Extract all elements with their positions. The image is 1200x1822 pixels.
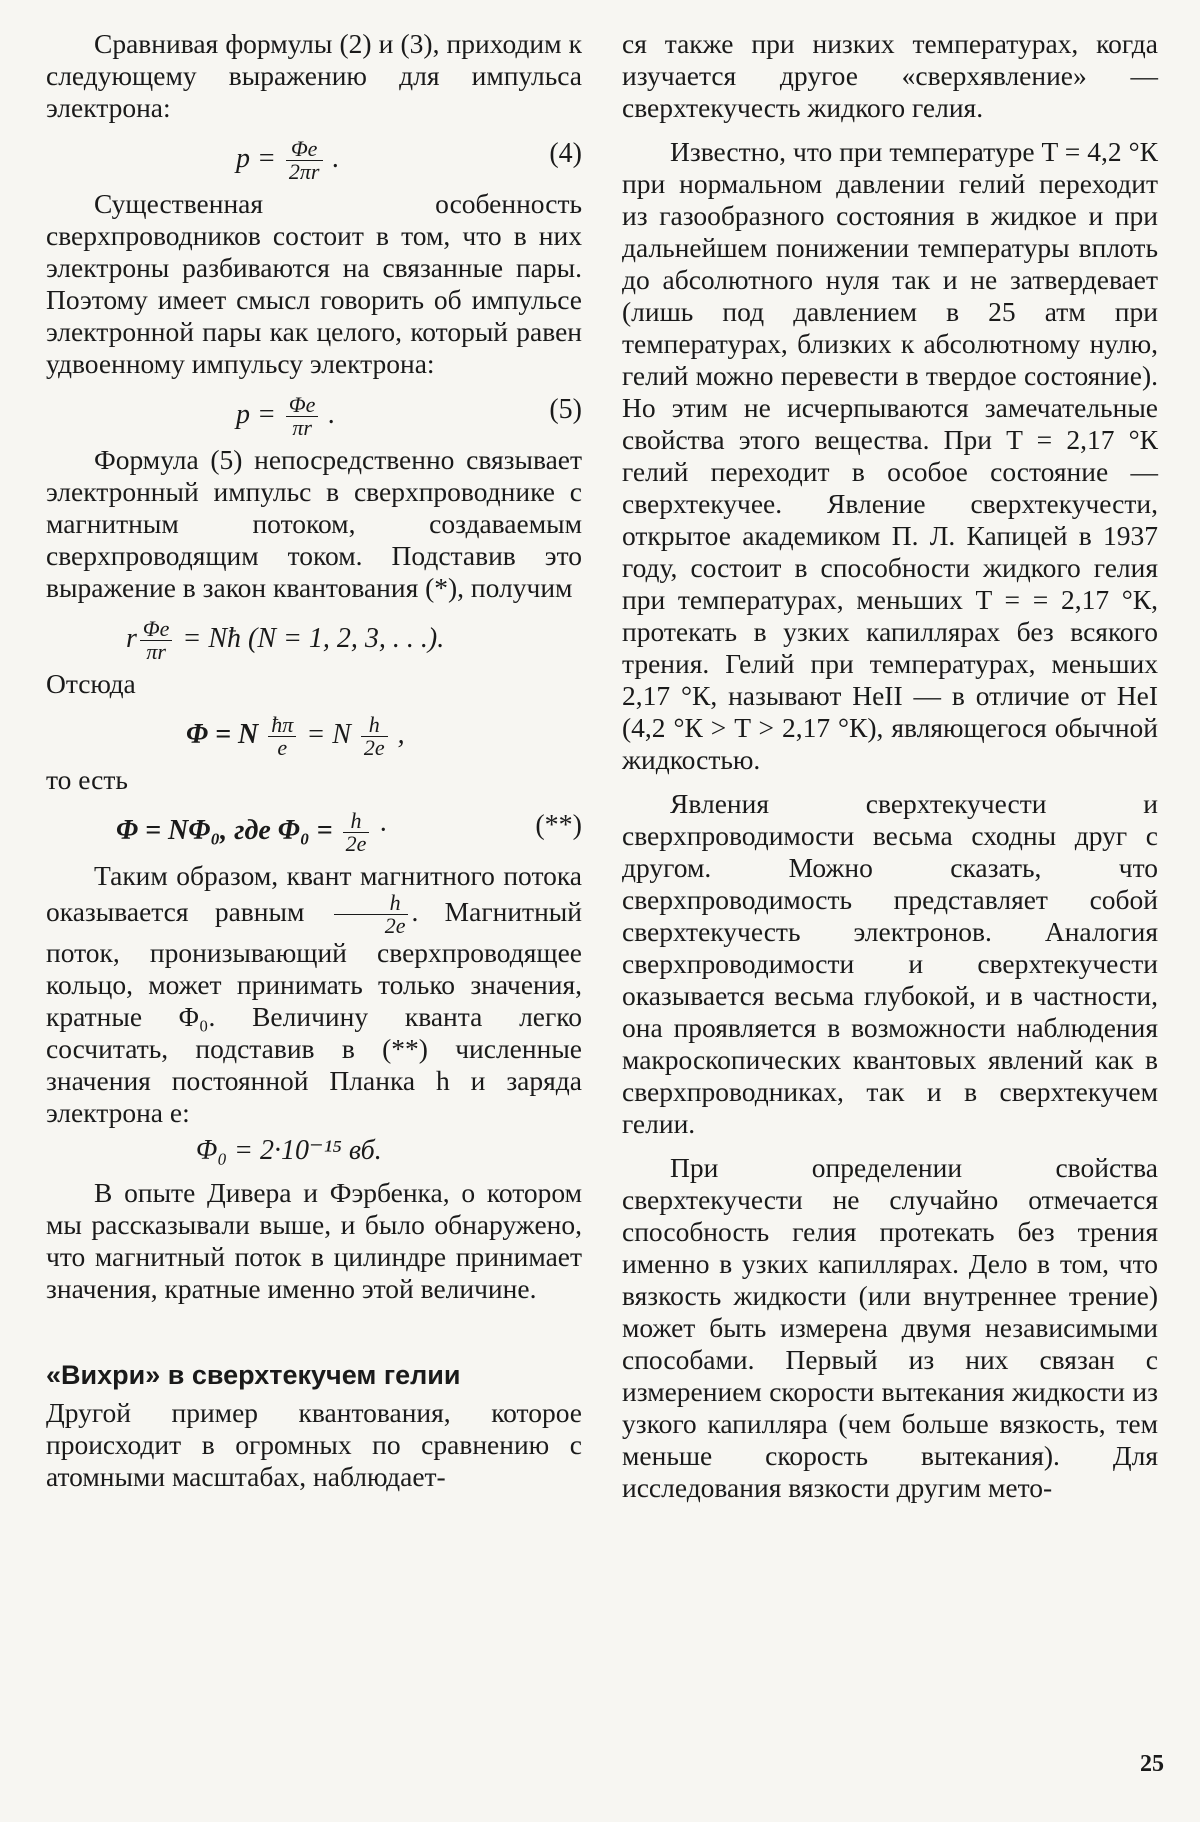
paragraph: ся также при низких температурах, когда изучается другое «сверхявление» — сверхтекучесть жидкого гелия. [622,28,1158,123]
paragraph: Известно, что при температуре T = 4,2 °К при нормальном давлении гелий переходит из газообразного состояния в жидкое и при дальнейшем понижении температуры вплоть до абсолютного нуля так и не затвердевает (лишь под давлением в 25 атм при температурах, близких к абсолютному нулю, гелий можно перевести в твердое состояние). Но этим не исчерпываются замечательные свойства этого вещества. При T = 2,17 °К гелий переходит в особое состояние — сверхтекучее. Явление сверхтекучести, открытое академиком П. Л. Капицей в 1937 году, состоит в способности жидкого гелия при температурах, меньших T = = 2,17 °К, протекать в узких капиллярах без всякого трения. Гелий при температурах, меньших 2,17 °К, называют HeII — в отличие от HeI (4,2 °К > T > 2,17 °К), являющегося обычной жидкостью. [622,136,1158,775]
paragraph: Таким образом, квант магнитного потока оказывается равным $\frac{h}{2e}$ . Магнитный поток, пронизывающий сверхпроводящее кольцо, может принимать только значения, кратные Φ₀. Величину кванта легко сосчитать, подставив в (**) численные значения постоянной Планка h и заряда электрона e: [46,860,582,1128]
formula-flux: Φ = N $\frac{ħ\pi}{e}$ = N $\frac{h}{2e}$ , [186,712,405,760]
formula-5: p = $\frac{\Phi e}{\pi r}$ . (5) [236,392,582,440]
paragraph: При определении свойства сверхтекучести не случайно отмечается способность гелия протекать без трения именно в узких капиллярах. Дело в том, что вязкость жидкости (или внутреннее трение) может быть измерена двумя независимыми способами. Первый из них связан с измерением скорости вытекания жидкости из узкого капилляра (чем больше вязкость, тем меньше скорость вытекания). Для исследования вязкости другим мето- [622,1152,1158,1503]
formula-4: p = $\frac{\Phi e}{2\pi r}$ . (4) [236,136,582,184]
page-number: 25 [1140,1751,1164,1777]
formula-flux-quantum: Φ = NΦ₀, где Φ₀ = $\frac{h}{2e}$ · (**) [116,808,582,856]
paragraph: Существенная особенность сверхпроводников состоит в том, что в них электроны разбиваются на связанные пары. Поэтому имеет смысл говорить об импульсе электронной пары как целого, который равен удвоенному импульсу электрона: [46,188,582,379]
formula-number: (4) [549,138,582,169]
paragraph: В опыте Дивера и Фэрбенка, о котором мы рассказывали выше, и было обнаружено, что магнитный поток в цилиндре принимает значения, кратные именно этой величине. [46,1177,582,1304]
formula-quantization: r $\frac{\Phi e}{\pi r}$ = Nħ (N = 1, 2, 3, . . .). [126,616,445,664]
formula-value: Φ₀ = 2·10⁻¹⁵ вб. [196,1135,382,1166]
paragraph: Сравнивая формулы (2) и (3), приходим к следующему выражению для импульса электрона: [46,28,582,123]
paragraph: Формула (5) непосредственно связывает электронный импульс в сверхпроводнике с магнитным потоком, создаваемым сверхпроводящим током. Подставив это выражение в закон квантования (*), получим [46,444,582,603]
formula-number: (5) [549,394,582,425]
left-column [46,28,582,1493]
paragraph: то есть [46,764,128,795]
paragraph: Явления сверхтекучести и сверхпроводимости весьма сходны друг с другом. Можно сказать, что сверхпроводимость представляет собой сверхтекучесть электронов. Аналогия сверхпроводимости и сверхтекучести оказывается весьма глубокой, и в частности, она проявляется в возможности наблюдения макроскопических квантовых явлений как в сверхпроводниках, так и в сверхтекучем гелии. [622,788,1158,1139]
right-column [622,28,1158,1504]
paragraph: Отсюда [46,668,136,699]
formula-number: (**) [535,810,582,841]
section-heading: «Вихри» в сверхтекучем гелии [46,1360,461,1390]
paragraph: Другой пример квантования, которое происходит в огромных по сравнению с атомными масштабах, наблюдает- [46,1397,582,1492]
